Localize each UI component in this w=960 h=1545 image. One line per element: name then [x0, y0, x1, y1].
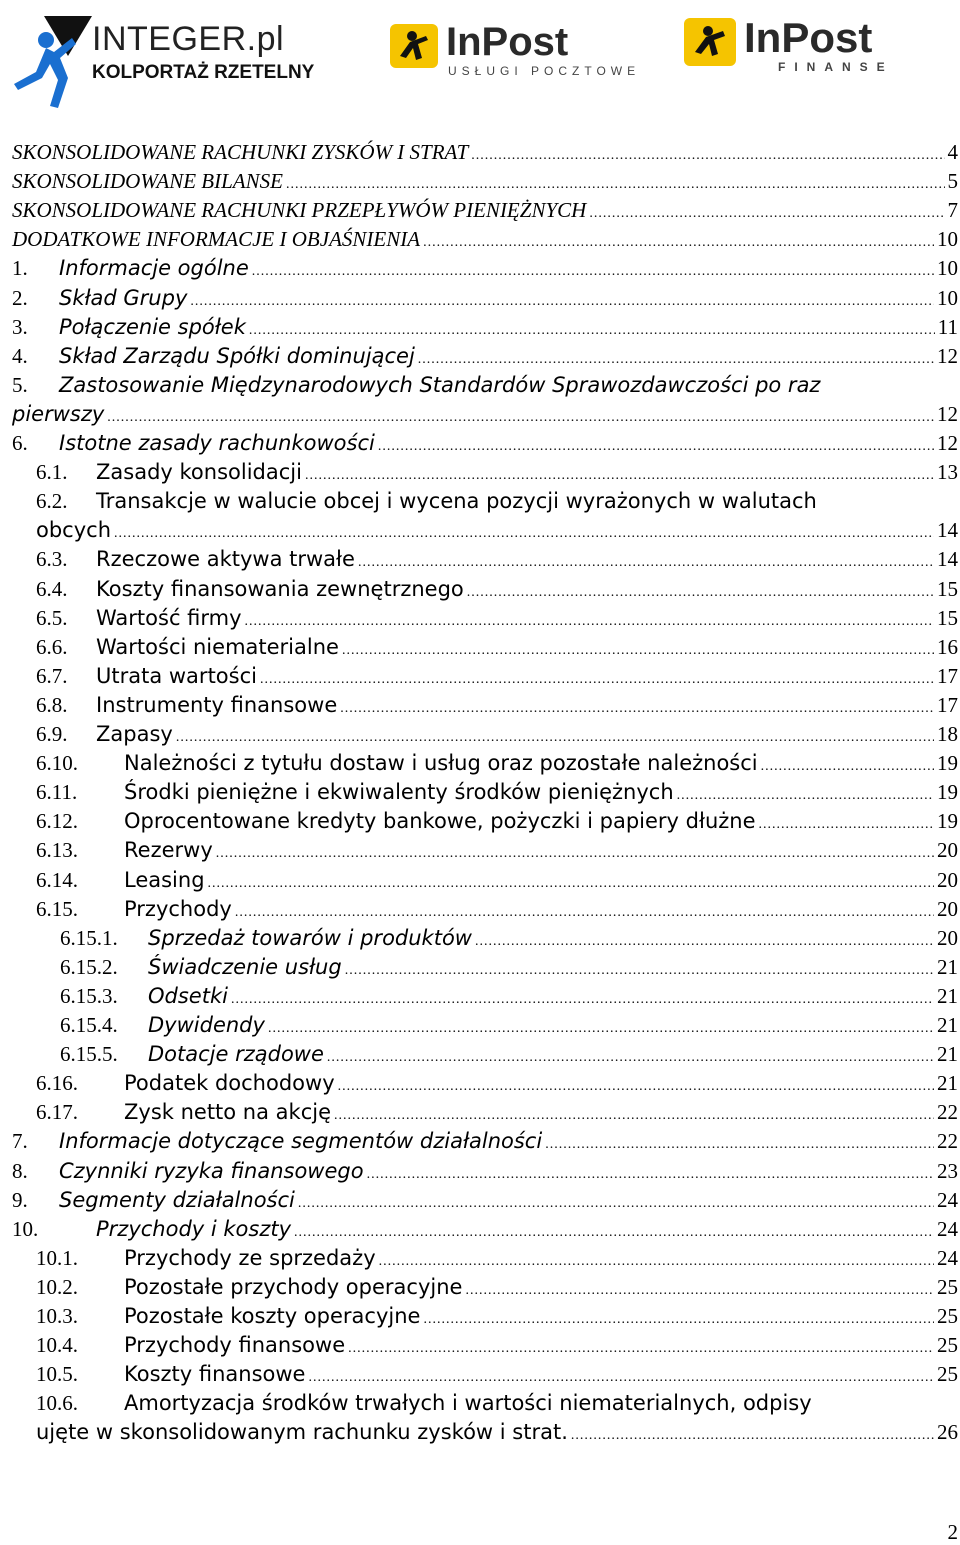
toc-entry-page: 5	[947, 169, 958, 194]
toc-leader-dots	[340, 701, 934, 717]
toc-entry[interactable]	[0, 1304, 960, 1333]
toc-entry[interactable]	[0, 751, 960, 780]
toc-leader-dots	[475, 934, 934, 950]
toc-entry[interactable]	[0, 606, 960, 635]
toc-entry-title: Przychody i koszty	[96, 1216, 292, 1241]
toc-entry-title: SKONSOLIDOWANE BILANSE	[12, 169, 283, 194]
toc-leader-dots	[342, 643, 934, 659]
toc-entry-title: Rezerwy	[124, 838, 213, 863]
toc-entry[interactable]	[0, 1129, 960, 1158]
toc-leader-dots	[249, 323, 935, 339]
toc-entry-number: 4.	[12, 343, 28, 368]
toc-entry-page: 10	[937, 227, 958, 252]
inpost-finanse-logo	[682, 14, 944, 76]
toc-entry-page: 4	[947, 140, 958, 164]
toc-entry-number: 6.3.	[36, 547, 68, 572]
toc-entry-line	[36, 838, 960, 867]
toc-entry-number: 10.5.	[36, 1362, 78, 1387]
toc-entry-page: 11	[937, 314, 958, 339]
toc-entry-line	[12, 1159, 960, 1188]
toc-entry-number: 6.11.	[36, 780, 78, 805]
toc-entry-number: 6.13.	[36, 838, 78, 863]
toc-entry-title: Dotacje rządowe	[148, 1042, 324, 1067]
toc-leader-dots	[235, 905, 934, 921]
toc-entry-line	[60, 984, 960, 1013]
toc-entry-line	[36, 868, 960, 897]
toc-entry[interactable]	[0, 722, 960, 751]
toc-entry[interactable]	[0, 547, 960, 576]
toc-leader-dots	[378, 439, 934, 455]
toc-entry-continuation[interactable]	[0, 402, 960, 431]
toc-entry-number: 6.15.5.	[60, 1042, 118, 1067]
toc-entry[interactable]	[0, 1100, 960, 1129]
toc-entry-title: Zysk netto na akcję	[124, 1100, 331, 1125]
toc-leader-dots	[208, 876, 934, 892]
toc-entry-line	[60, 955, 960, 984]
toc-entry-number: 10.4.	[36, 1333, 78, 1358]
toc-entry[interactable]	[0, 315, 960, 344]
toc-entry-title: Oprocentowane kredyty bankowe, pożyczki i papiery dłużne	[124, 809, 756, 834]
toc-entry-line	[36, 606, 960, 635]
inpost-finanse-subtitle: FINANSE	[778, 60, 894, 74]
integer-name: INTEGER.pl	[92, 20, 285, 58]
toc-entry-line	[12, 373, 960, 402]
toc-entry-line	[12, 227, 960, 256]
toc-entry-title: DODATKOWE INFORMACJE I OBJAŚNIENIA	[12, 227, 421, 252]
toc-entry-page: 12	[937, 343, 958, 368]
toc-entry-number: 6.8.	[36, 692, 68, 717]
toc-entry-line	[36, 897, 960, 926]
toc-entry-number: 10.3.	[36, 1304, 78, 1328]
toc-leader-dots	[358, 555, 934, 571]
toc-leader-dots	[423, 1312, 934, 1328]
toc-entry-title: Koszty finansowania zewnętrznego	[96, 576, 464, 601]
toc-entry-title-continuation: pierwszy	[12, 401, 105, 426]
toc-entry-page: 24	[937, 1216, 958, 1241]
toc-entry-title: Zapasy	[96, 722, 173, 746]
toc-leader-dots	[545, 1137, 934, 1153]
toc-entry-number: 6.6.	[36, 634, 68, 659]
toc-entry-line	[36, 751, 960, 780]
toc-leader-dots	[571, 1428, 934, 1444]
toc-entry-line	[36, 518, 960, 547]
toc-entry-number: 9.	[12, 1187, 28, 1212]
inpost-subtitle: USŁUGI POCZTOWE	[448, 64, 641, 78]
toc-entry-line	[36, 1333, 960, 1362]
toc-entry-number: 6.	[12, 431, 28, 455]
toc-entry-title-continuation: obcych	[36, 518, 112, 543]
toc-entry-page: 7	[947, 198, 958, 223]
toc-entry-line	[36, 809, 960, 838]
toc-entry-title: Leasing	[124, 867, 205, 892]
toc-leader-dots	[294, 1225, 934, 1241]
toc-entry-title: Instrumenty finansowe	[96, 692, 338, 717]
toc-entry-number: 7.	[12, 1129, 28, 1154]
toc-leader-dots	[418, 352, 934, 368]
toc-entry[interactable]	[0, 286, 960, 315]
toc-entry[interactable]	[0, 431, 960, 460]
toc-entry-line	[12, 256, 960, 285]
toc-leader-dots	[216, 846, 934, 862]
toc-entry[interactable]	[0, 1333, 960, 1362]
toc-entry-title: SKONSOLIDOWANE RACHUNKI PRZEPŁYWÓW PIENIĘŻNYCH	[12, 198, 587, 223]
toc-leader-dots	[367, 1167, 934, 1183]
toc-entry-number: 6.16.	[36, 1071, 78, 1096]
toc-entry-page: 21	[937, 1013, 958, 1037]
toc-entry-line	[36, 635, 960, 664]
inpost-emblem-icon	[388, 20, 440, 72]
toc-entry-line	[60, 1013, 960, 1042]
toc-leader-dots	[327, 1050, 934, 1066]
toc-entry-title: Przychody ze sprzedaży	[124, 1245, 376, 1270]
toc-entry[interactable]	[0, 693, 960, 722]
toc-entry-number: 6.2.	[36, 489, 68, 514]
toc-entry[interactable]	[0, 169, 960, 198]
toc-entry-page: 14	[937, 518, 958, 543]
toc-leader-dots	[308, 1370, 934, 1386]
toc-entry-number: 2.	[12, 285, 28, 310]
toc-entry-line	[36, 1362, 960, 1391]
toc-entry[interactable]	[0, 1013, 960, 1042]
toc-entry-page: 25	[937, 1362, 958, 1387]
toc-entry-page: 24	[937, 1245, 958, 1270]
toc-entry-title: Utrata wartości	[96, 663, 257, 688]
toc-leader-dots	[286, 177, 945, 193]
toc-entry[interactable]	[0, 1391, 960, 1420]
toc-entry-page: 20	[937, 838, 958, 863]
toc-entry-title: Środki pieniężne i ekwiwalenty środków pieniężnych	[124, 780, 674, 805]
toc-entry-page: 24	[937, 1187, 958, 1212]
toc-entry[interactable]	[0, 664, 960, 693]
toc-leader-dots	[305, 468, 934, 484]
toc-entry[interactable]	[0, 868, 960, 897]
toc-entry-page: 19	[937, 809, 958, 834]
toc-leader-dots	[348, 1341, 934, 1357]
toc-entry-line	[36, 1100, 960, 1129]
toc-entry-page: 25	[937, 1274, 958, 1299]
toc-entry-number: 1.	[12, 256, 28, 281]
toc-entry-line	[12, 1129, 960, 1158]
toc-entry-number: 5.	[12, 372, 28, 397]
toc-entry-number: 3.	[12, 314, 28, 339]
toc-entry-title: Segmenty działalności	[59, 1187, 295, 1212]
toc-entry-page: 19	[937, 780, 958, 805]
toc-entry-title: Skład Grupy	[59, 285, 188, 310]
toc-entry[interactable]	[0, 140, 960, 169]
toc-entry-page: 16	[937, 634, 958, 659]
toc-entry-title-continuation: ujęte w skonsolidowanym rachunku zysków i strat.	[36, 1420, 568, 1445]
toc-entry-title: Istotne zasady rachunkowości	[59, 431, 375, 455]
toc-entry-page: 12	[937, 401, 958, 426]
toc-leader-dots	[252, 264, 934, 280]
toc-entry-number: 6.12.	[36, 809, 78, 834]
toc-leader-dots	[114, 526, 934, 542]
toc-entry-title: Transakcje w walucie obcej i wycena pozycji wyrażonych w walutach	[96, 489, 817, 514]
toc-entry-line	[36, 722, 960, 751]
toc-leader-dots	[107, 410, 934, 426]
toc-entry[interactable]	[0, 838, 960, 867]
toc-leader-dots	[176, 730, 934, 746]
toc-entry-title: Pozostałe koszty operacyjne	[124, 1304, 421, 1328]
toc-entry-line	[36, 1420, 960, 1449]
toc-entry-number: 6.4.	[36, 576, 68, 601]
toc-leader-dots	[465, 1283, 934, 1299]
toc-entry-line	[36, 780, 960, 809]
toc-entry[interactable]	[0, 1188, 960, 1217]
toc-entry-line	[36, 489, 960, 518]
toc-entry-page: 20	[937, 896, 958, 921]
toc-leader-dots	[677, 788, 934, 804]
toc-entry-line	[36, 1071, 960, 1100]
toc-entry-page: 20	[937, 867, 958, 892]
toc-entry-title: Informacje ogólne	[59, 256, 249, 281]
toc-entry[interactable]	[0, 1071, 960, 1100]
toc-entry[interactable]	[0, 1362, 960, 1391]
page-number: 2	[947, 1520, 958, 1544]
toc-leader-dots	[589, 206, 944, 222]
toc-entry[interactable]	[0, 198, 960, 227]
toc-entry[interactable]	[0, 1246, 960, 1275]
toc-entry-title: Pozostałe przychody operacyjne	[124, 1274, 463, 1299]
toc-entry[interactable]	[0, 926, 960, 955]
toc-entry-line	[12, 286, 960, 315]
toc-entry[interactable]	[0, 1159, 960, 1188]
toc-entry-line	[36, 460, 960, 489]
toc-entry-title: Informacje dotyczące segmentów działalności	[59, 1129, 543, 1154]
toc-entry[interactable]	[0, 577, 960, 606]
toc-entry-number: 10.6.	[36, 1391, 78, 1416]
toc-entry-number: 8.	[12, 1158, 28, 1183]
runner-figure-icon	[6, 14, 96, 110]
toc-entry-page: 17	[937, 663, 958, 688]
toc-entry-page: 21	[937, 1071, 958, 1096]
toc-entry[interactable]	[0, 809, 960, 838]
toc-entry-title: Amortyzacja środków trwałych i wartości niematerialnych, odpisy	[124, 1391, 812, 1416]
toc-leader-dots	[338, 1079, 934, 1095]
toc-leader-dots	[423, 235, 934, 251]
toc-entry-title: Przychody	[124, 896, 232, 921]
toc-leader-dots	[759, 817, 934, 833]
toc-entry-title: Dywidendy	[148, 1013, 265, 1037]
toc-entry-number: 10.	[12, 1216, 39, 1241]
toc-entry-line	[12, 1217, 960, 1246]
toc-entry-number: 6.10.	[36, 751, 78, 776]
toc-entry[interactable]	[0, 1042, 960, 1071]
toc-entry-title: Skład Zarządu Spółki dominującej	[59, 343, 415, 368]
toc-leader-dots	[761, 759, 934, 775]
integer-logo	[6, 14, 336, 110]
toc-entry-line	[36, 1246, 960, 1275]
toc-entry-page: 23	[937, 1158, 958, 1183]
toc-entry-page: 10	[937, 285, 958, 310]
toc-entry-title: Połączenie spółek	[59, 314, 246, 339]
toc-entry[interactable]	[0, 635, 960, 664]
toc-leader-dots	[467, 585, 934, 601]
inpost-finanse-name: InPost	[744, 14, 873, 61]
toc-entry-line	[12, 431, 960, 460]
toc-entry-page: 18	[937, 722, 958, 746]
toc-leader-dots	[471, 148, 944, 164]
toc-leader-dots	[190, 294, 934, 310]
toc-entry-line	[12, 198, 960, 227]
toc-entry-title: Wartość firmy	[96, 605, 242, 630]
toc-entry-page: 10	[937, 256, 958, 281]
toc-leader-dots	[245, 614, 934, 630]
toc-entry-line	[36, 1391, 960, 1420]
toc-entry-line	[12, 402, 960, 431]
toc-entry-number: 6.15.1.	[60, 925, 118, 950]
toc-entry-title: Zastosowanie Międzynarodowych Standardów Sprawozdawczości po raz	[59, 372, 821, 397]
toc-entry-number: 6.14.	[36, 867, 78, 892]
toc-entry-number: 6.7.	[36, 663, 68, 688]
toc-entry-page: 21	[937, 1042, 958, 1067]
toc-entry-page: 25	[937, 1304, 958, 1328]
toc-entry-line	[36, 1275, 960, 1304]
toc-entry-page: 26	[937, 1420, 958, 1445]
toc-entry-number: 6.17.	[36, 1100, 78, 1125]
toc-entry-title: Zasady konsolidacji	[96, 460, 302, 485]
toc-leader-dots	[231, 992, 934, 1008]
toc-entry[interactable]	[0, 373, 960, 402]
toc-entry-title: Przychody finansowe	[124, 1333, 346, 1358]
toc-leader-dots	[260, 672, 934, 688]
toc-entry[interactable]	[0, 227, 960, 256]
toc-entry-line	[60, 1042, 960, 1071]
toc-entry-title: Koszty finansowe	[124, 1362, 306, 1387]
toc-entry-line	[12, 140, 960, 169]
toc-entry-page: 22	[937, 1100, 958, 1125]
toc-entry-page: 21	[937, 954, 958, 979]
inpost-finanse-emblem-icon	[682, 14, 738, 70]
toc-entry-page: 19	[937, 751, 958, 776]
toc-entry[interactable]	[0, 1275, 960, 1304]
toc-leader-dots	[268, 1021, 934, 1037]
inpost-logo	[388, 20, 641, 78]
toc-entry-continuation[interactable]	[0, 1420, 960, 1449]
toc-entry-line	[36, 577, 960, 606]
toc-entry-continuation[interactable]	[0, 518, 960, 547]
toc-entry-title: Odsetki	[148, 983, 228, 1008]
toc-entry[interactable]	[0, 1217, 960, 1246]
toc-entry-page: 12	[937, 431, 958, 455]
toc-entry-line	[12, 1188, 960, 1217]
toc-entry-page: 15	[937, 605, 958, 630]
toc-entry-title: Czynniki ryzyka finansowego	[59, 1158, 364, 1183]
toc-entry[interactable]	[0, 780, 960, 809]
toc-entry-title: Rzeczowe aktywa trwałe	[96, 547, 355, 572]
toc-entry-page: 17	[937, 692, 958, 717]
toc-entry-title: SKONSOLIDOWANE RACHUNKI ZYSKÓW I STRAT	[12, 140, 469, 164]
toc-entry-title: Sprzedaż towarów i produktów	[148, 925, 472, 950]
toc-entry-page: 20	[937, 925, 958, 950]
toc-entry-line	[12, 315, 960, 344]
toc-entry-number: 6.15.3.	[60, 983, 118, 1008]
toc-entry-line	[60, 926, 960, 955]
toc-entry-title: Świadczenie usług	[148, 954, 342, 979]
toc-entry[interactable]	[0, 897, 960, 926]
toc-leader-dots	[379, 1254, 934, 1270]
toc-entry[interactable]	[0, 489, 960, 518]
integer-tagline: KOLPORTAŻ RZETELNY	[92, 62, 315, 83]
toc-leader-dots	[345, 963, 934, 979]
toc-entry-page: 13	[937, 460, 958, 485]
toc-entry-title: Należności z tytułu dostaw i usług oraz pozostałe należności	[124, 751, 758, 776]
toc-entry-page: 25	[937, 1333, 958, 1358]
toc-entry-page: 15	[937, 576, 958, 601]
toc-entry-page: 22	[937, 1129, 958, 1154]
toc-entry-number: 6.15.	[36, 896, 78, 921]
toc-entry-number: 10.1.	[36, 1245, 78, 1270]
toc-leader-dots	[298, 1196, 934, 1212]
toc-entry-number: 6.5.	[36, 605, 68, 630]
toc-entry-line	[36, 547, 960, 576]
toc-entry-line	[12, 169, 960, 198]
toc-entry-line	[36, 1304, 960, 1333]
toc-entry-number: 6.15.2.	[60, 954, 118, 979]
toc-entry-number: 10.2.	[36, 1274, 78, 1299]
toc-entry[interactable]	[0, 984, 960, 1013]
inpost-name: InPost	[446, 20, 569, 64]
toc-entry-page: 21	[937, 983, 958, 1008]
toc-entry[interactable]	[0, 256, 960, 285]
toc-entry[interactable]	[0, 344, 960, 373]
toc-entry-line	[36, 693, 960, 722]
toc-entry-line	[36, 664, 960, 693]
toc-leader-dots	[334, 1108, 934, 1124]
toc-entry[interactable]	[0, 955, 960, 984]
toc-entry-title: Podatek dochodowy	[124, 1071, 335, 1096]
toc-entry-line	[12, 344, 960, 373]
toc-entry-title: Wartości niematerialne	[96, 634, 339, 659]
toc-entry-number: 6.9.	[36, 722, 68, 746]
toc-entry-number: 6.15.4.	[60, 1013, 118, 1037]
toc-entry-number: 6.1.	[36, 460, 68, 485]
page-header	[0, 0, 960, 120]
toc-entry-page: 14	[937, 547, 958, 572]
toc-entry[interactable]	[0, 460, 960, 489]
